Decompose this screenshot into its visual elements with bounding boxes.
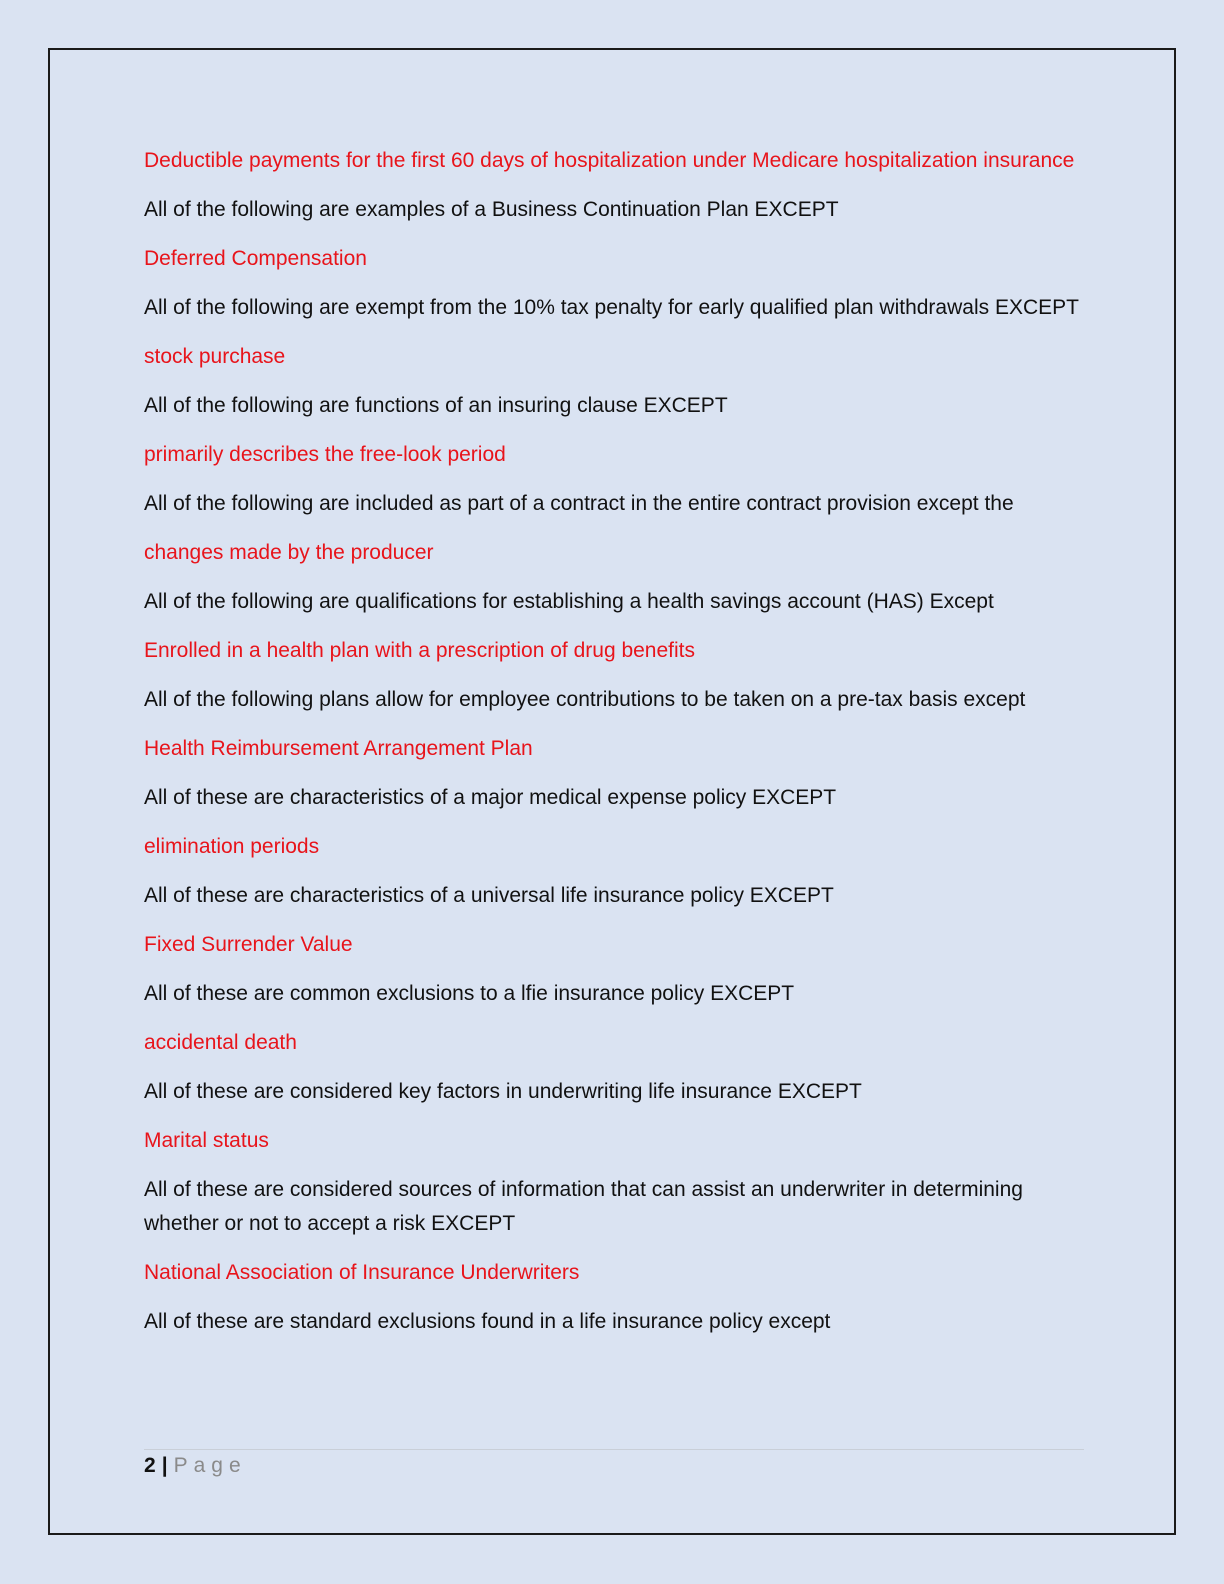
page-label: Page [173, 1454, 247, 1477]
answer-line: Enrolled in a health plan with a prescription of drug benefits [144, 639, 696, 662]
page-number: 2 [144, 1454, 156, 1477]
answer-line: Health Reimbursement Arrangement Plan [144, 737, 533, 760]
answer-line: Fixed Surrender Value [144, 933, 353, 956]
question-line: All of these are common exclusions to a lfie insurance policy EXCEPT [144, 982, 795, 1005]
question-line: All of the following are exempt from the 10% tax penalty for early qualified plan withdrawals EXCEPT [144, 296, 1079, 319]
footer-separator: | [161, 1454, 168, 1477]
question-line: All of these are characteristics of a universal life insurance policy EXCEPT [144, 884, 834, 907]
page-footer [144, 1449, 1084, 1477]
document-body [144, 144, 1084, 1354]
answer-line: primarily describes the free-look period [144, 443, 506, 466]
question-line: All of the following are examples of a Business Continuation Plan EXCEPT [144, 198, 839, 221]
page-footer-text [144, 1452, 247, 1480]
answer-line: Deferred Compensation [144, 247, 367, 270]
question-line: All of these are considered key factors in underwriting life insurance EXCEPT [144, 1080, 862, 1103]
answer-line: Deductible payments for the first 60 days of hospitalization under Medicare hospitalization insurance [144, 149, 1075, 172]
question-line: All of the following plans allow for employee contributions to be taken on a pre-tax basis except [144, 688, 1026, 711]
question-line: All of these are considered sources of information that can assist an underwriter in determining whether or not to accept a risk EXCEPT [144, 1178, 1023, 1235]
question-line: All of the following are qualifications for establishing a health savings account (HAS) Except [144, 590, 994, 613]
answer-line: elimination periods [144, 835, 320, 858]
question-line: All of these are characteristics of a major medical expense policy EXCEPT [144, 786, 837, 809]
answer-line: National Association of Insurance Underwriters [144, 1261, 580, 1284]
answer-line: accidental death [144, 1031, 297, 1054]
answer-line: Marital status [144, 1129, 269, 1152]
question-line: All of these are standard exclusions found in a life insurance policy except [144, 1310, 831, 1333]
question-line: All of the following are functions of an insuring clause EXCEPT [144, 394, 728, 417]
answer-line: changes made by the producer [144, 541, 434, 564]
question-line: All of the following are included as part of a contract in the entire contract provision except the [144, 492, 1014, 515]
answer-line: stock purchase [144, 345, 286, 368]
